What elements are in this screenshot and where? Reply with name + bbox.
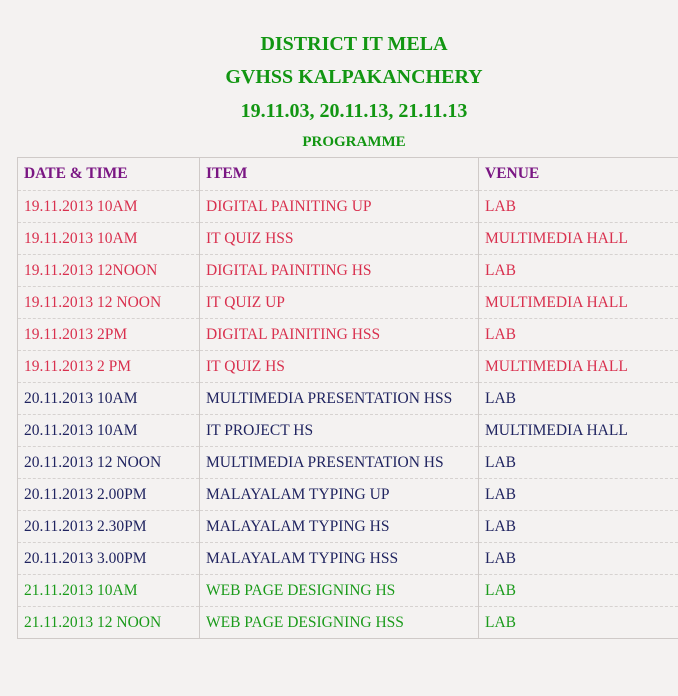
title-programme: PROGRAMME [302, 134, 406, 150]
table-row [18, 223, 678, 255]
table-row [18, 351, 678, 383]
table-row [18, 607, 678, 639]
cell-date: 20.11.2013 2.30PM [18, 511, 200, 543]
cell-date: 20.11.2013 10AM [18, 415, 200, 447]
cell-venue: MULTIMEDIA HALL [479, 415, 678, 447]
cell-venue: LAB [479, 479, 678, 511]
table-row [18, 511, 678, 543]
programme-table [17, 157, 678, 639]
cell-date: 19.11.2013 10AM [18, 223, 200, 255]
table-row [18, 447, 678, 479]
cell-venue: MULTIMEDIA HALL [479, 351, 678, 383]
cell-date: 19.11.2013 12 NOON [18, 287, 200, 319]
title-event: DISTRICT IT MELA [260, 33, 448, 55]
cell-item: DIGITAL PAINITING UP [200, 191, 479, 223]
cell-date: 20.11.2013 3.00PM [18, 543, 200, 575]
cell-item: WEB PAGE DESIGNING HS [200, 575, 479, 607]
cell-venue: MULTIMEDIA HALL [479, 287, 678, 319]
cell-date: 19.11.2013 10AM [18, 191, 200, 223]
cell-item: IT QUIZ HSS [200, 223, 479, 255]
table-row [18, 575, 678, 607]
cell-item: IT PROJECT HS [200, 415, 479, 447]
cell-venue: LAB [479, 255, 678, 287]
cell-date: 20.11.2013 10AM [18, 383, 200, 415]
cell-venue: MULTIMEDIA HALL [479, 223, 678, 255]
table-row [18, 479, 678, 511]
column-header-venue: VENUE [479, 158, 678, 191]
cell-venue: LAB [479, 319, 678, 351]
table-header-row [18, 158, 678, 191]
cell-venue: LAB [479, 191, 678, 223]
table-row [18, 383, 678, 415]
column-header-item: ITEM [200, 158, 479, 191]
title-dates: 19.11.03, 20.11.13, 21.11.13 [240, 100, 468, 122]
cell-date: 20.11.2013 2.00PM [18, 479, 200, 511]
cell-venue: LAB [479, 607, 678, 639]
cell-item: DIGITAL PAINITING HS [200, 255, 479, 287]
cell-date: 20.11.2013 12 NOON [18, 447, 200, 479]
cell-item: DIGITAL PAINITING HSS [200, 319, 479, 351]
cell-item: WEB PAGE DESIGNING HSS [200, 607, 479, 639]
table-row [18, 415, 678, 447]
cell-item: MALAYALAM TYPING HS [200, 511, 479, 543]
cell-item: MULTIMEDIA PRESENTATION HS [200, 447, 479, 479]
table-row [18, 319, 678, 351]
table-row [18, 287, 678, 319]
cell-date: 21.11.2013 12 NOON [18, 607, 200, 639]
cell-date: 19.11.2013 2 PM [18, 351, 200, 383]
cell-item: MALAYALAM TYPING HSS [200, 543, 479, 575]
table-row [18, 255, 678, 287]
cell-venue: LAB [479, 543, 678, 575]
cell-date: 21.11.2013 10AM [18, 575, 200, 607]
cell-venue: LAB [479, 447, 678, 479]
cell-date: 19.11.2013 2PM [18, 319, 200, 351]
cell-item: MALAYALAM TYPING UP [200, 479, 479, 511]
cell-date: 19.11.2013 12NOON [18, 255, 200, 287]
cell-venue: LAB [479, 575, 678, 607]
column-header-date: DATE & TIME [18, 158, 200, 191]
cell-item: IT QUIZ UP [200, 287, 479, 319]
cell-item: MULTIMEDIA PRESENTATION HSS [200, 383, 479, 415]
cell-venue: LAB [479, 383, 678, 415]
cell-venue: LAB [479, 511, 678, 543]
table-row [18, 543, 678, 575]
cell-item: IT QUIZ HS [200, 351, 479, 383]
title-venue-school: GVHSS KALPAKANCHERY [225, 66, 483, 88]
table-row [18, 191, 678, 223]
